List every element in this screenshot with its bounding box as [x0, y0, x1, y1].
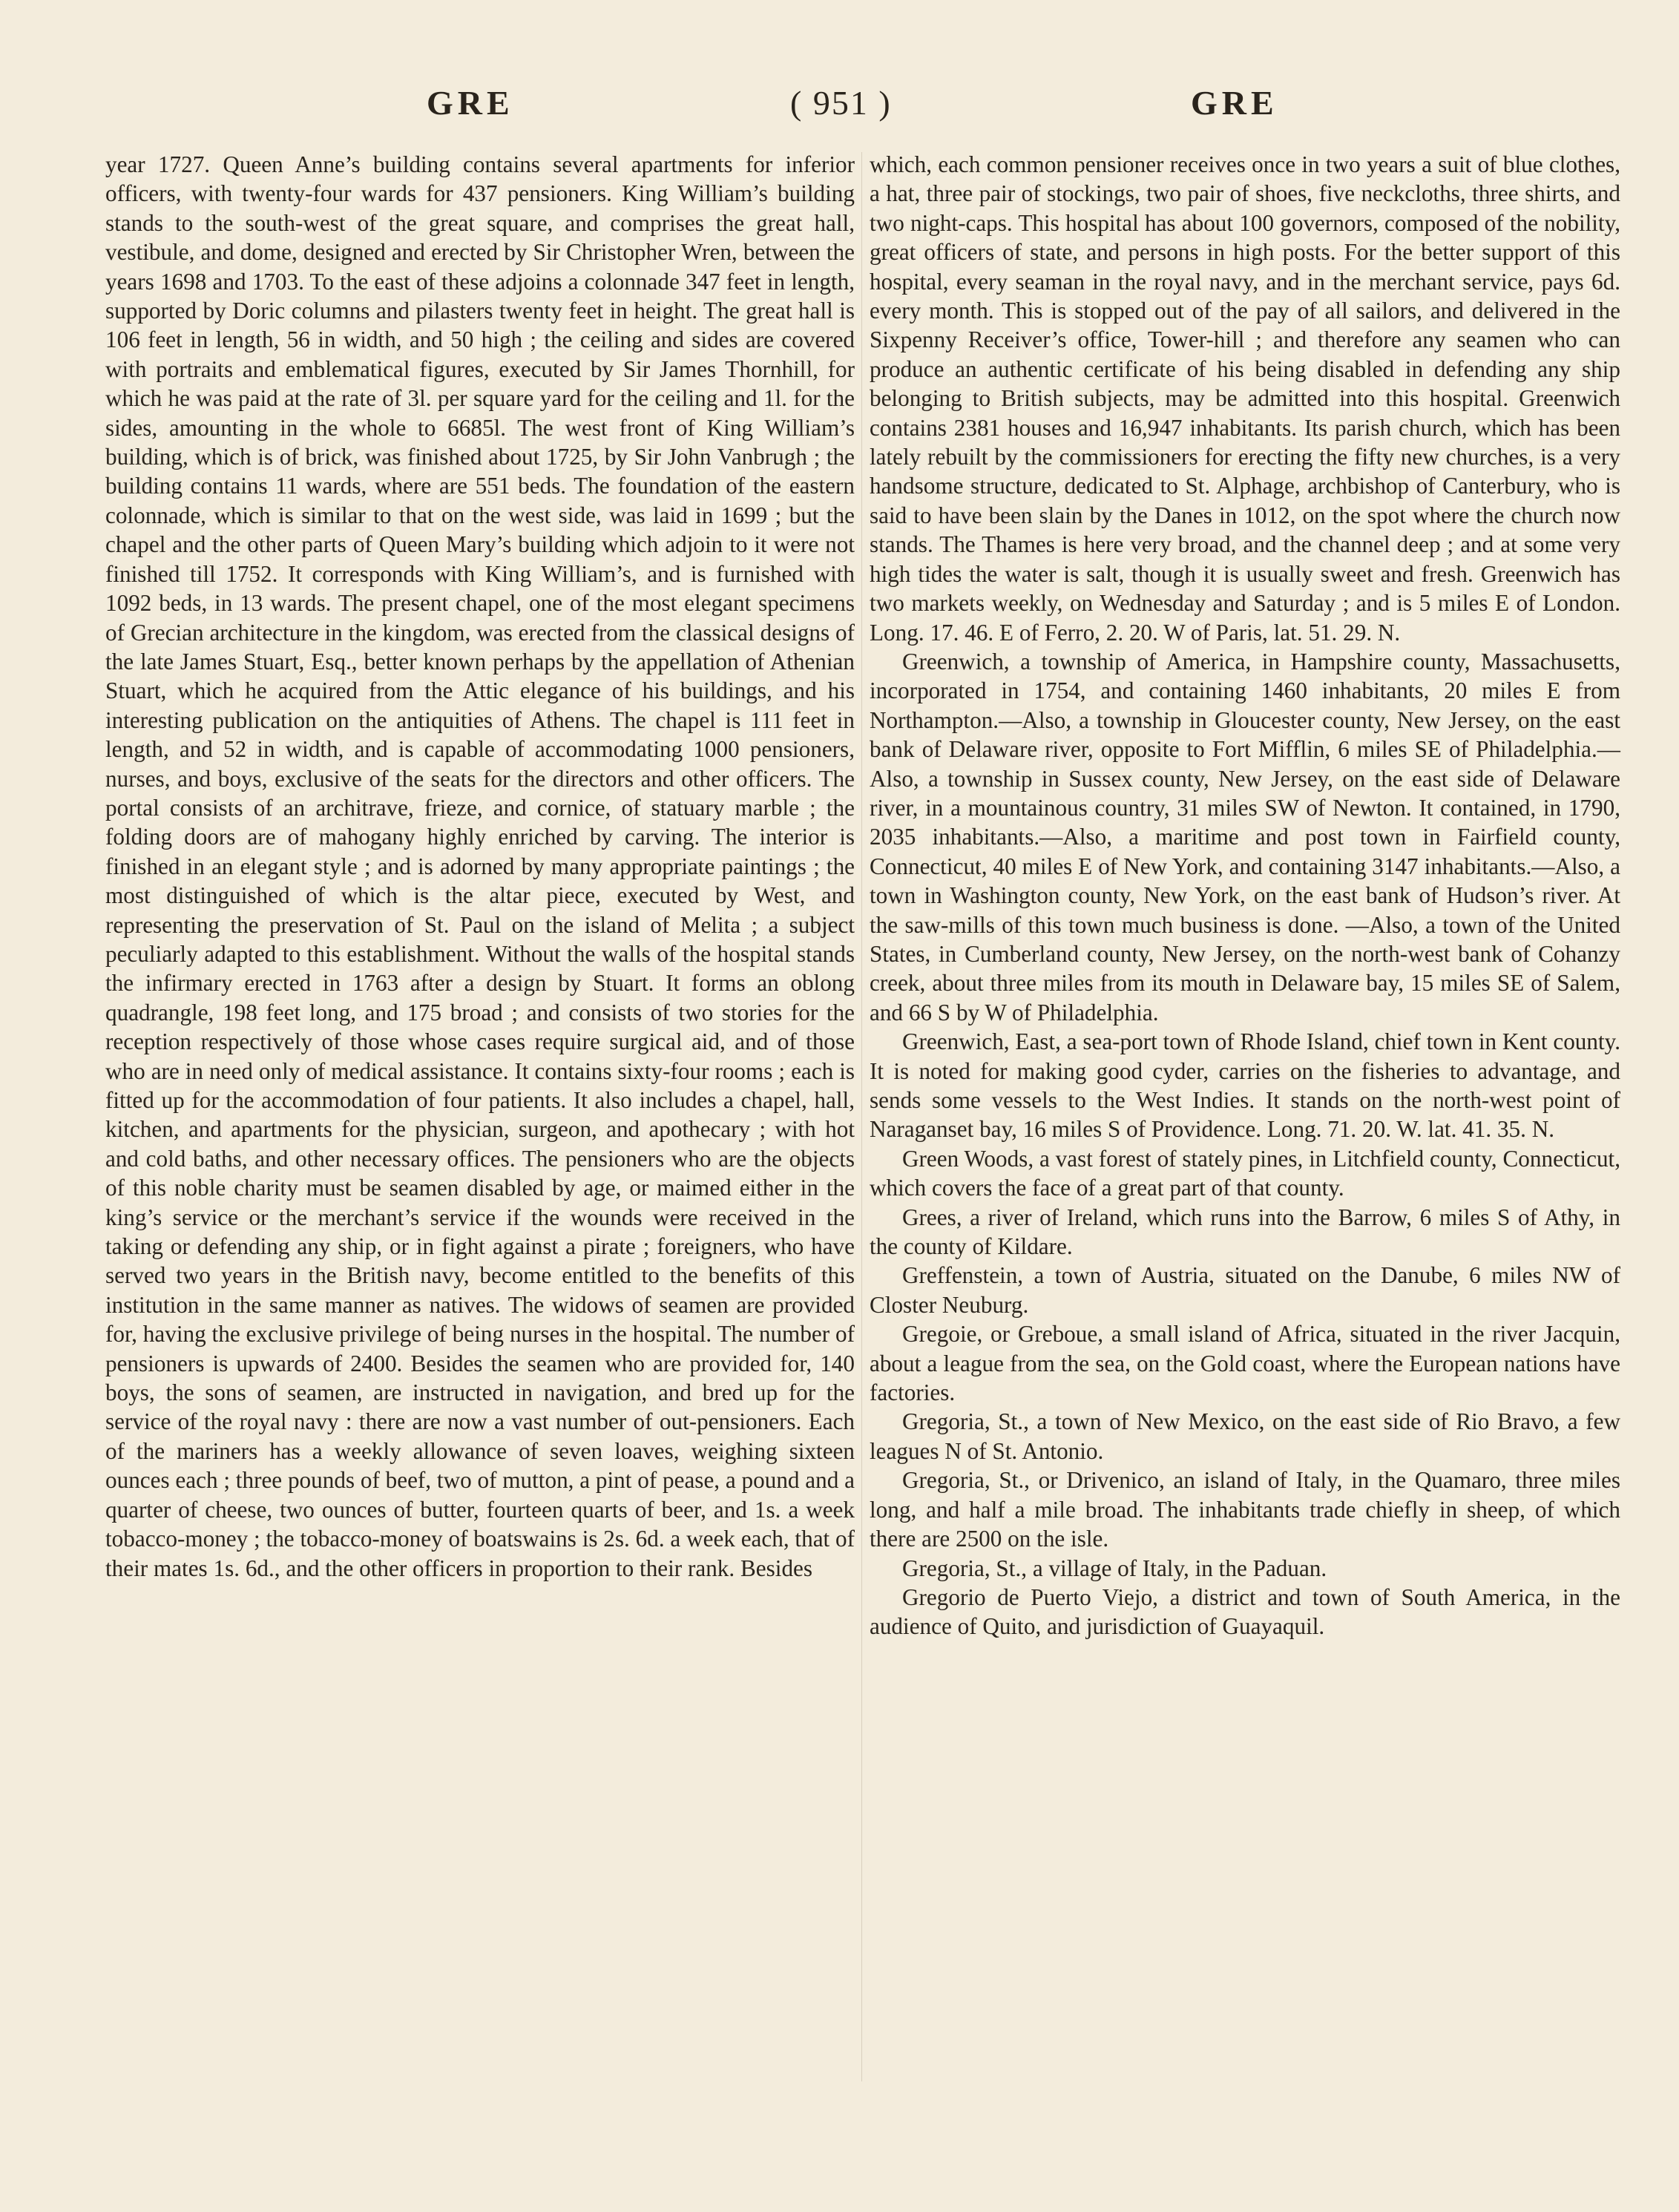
- running-header: [0, 83, 1679, 135]
- page-number: ( 951 ): [790, 84, 892, 122]
- entry-green-woods: Green Woods, a vast forest of stately pines, in Litchfield county, Connecticut, which covers the face of a great part of that county.: [870, 1145, 1620, 1201]
- left-column: [105, 150, 855, 1583]
- entry-greenwich-east: Greenwich, East, a sea-port town of Rhode Island, chief town in Kent county. It is noted for making good cyder, carries on the fisheries to advantage, and sends some vessels to the West Indies. It stands on the north-west point of Naraganset bay, 16 miles S of Providence. Long. 71. 20. W. lat. 41. 35. N.: [870, 1028, 1620, 1143]
- entry-gregoria-mexico: Gregoria, St., a town of New Mexico, on the east side of Rio Bravo, a few leagues N of St. Antonio.: [870, 1408, 1620, 1464]
- entry-greffenstein: Greffenstein, a town of Austria, situated on the Danube, 6 miles NW of Closter Neuburg.: [870, 1262, 1620, 1318]
- right-column: [870, 150, 1620, 1641]
- column-divider: [861, 152, 862, 2081]
- entry-gregoie: Gregoie, or Greboue, a small island of Africa, situated in the river Jacquin, about a league from the sea, on the Gold coast, where the European nations have factories.: [870, 1321, 1620, 1406]
- entry-gregoria-paduan: Gregoria, St., a village of Italy, in the Paduan.: [902, 1555, 1327, 1581]
- entry-gregorio-de-puerto-viejo: Gregorio de Puerto Viejo, a district and town of South America, in the audience of Quito, and jurisdiction of Guayaquil.: [870, 1583, 1620, 1640]
- paragraph-continued: which, each common pensioner receives once in two years a suit of blue clothes, a hat, three pair of stockings, two pair of shoes, five neckcloths, three shirts, and two night-caps. This hospital has about 100 governors, composed of the nobility, great officers of state, and persons in high posts. For the better support of this hospital, every seaman in the royal navy, and in the merchant service, pays 6d. every month. This is stopped out of the pay of all sailors, and delivered in the Sixpenny Receiver’s office, Tower-hill ; and therefore any seamen who can produce an authentic certificate of his being disabled in defending any ship belonging to British subjects, may be admitted into this hospital. Greenwich contains 2381 houses and 16,947 inhabitants. Its parish church, which has been lately rebuilt by the commissioners for erecting the fifty new churches, is a very handsome structure, dedicated to St. Alphage, archbishop of Canterbury, who is said to have been slain by the Danes in 1012, on the spot where the church now stands. The Thames is here very broad, and the channel deep ; and at some very high tides the water is salt, though it is usually sweet and fresh. Greenwich has two markets weekly, on Wednesday and Saturday ; and is 5 miles E of London. Long. 17. 46. E of Ferro, 2. 20. W of Paris, lat. 51. 29. N.: [870, 151, 1620, 646]
- paragraph-continued: year 1727. Queen Anne’s building contains several apartments for inferior officers, with twenty-four wards for 437 pensioners. King William’s building stands to the south-west of the great square, and comprises the great hall, vestibule, and dome, designed and erected by Sir Christopher Wren, between the years 1698 and 1703. To the east of these adjoins a colonnade 347 feet in length, supported by Doric columns and pilasters twenty feet in height. The great hall is 106 feet in length, 56 in width, and 50 high ; the ceiling and sides are covered with portraits and emblematical figures, executed by Sir James Thornhill, for which he was paid at the rate of 3l. per square yard for the ceiling and 1l. for the sides, amounting in the whole to 6685l. The west front of King William’s building, which is of brick, was finished about 1725, by Sir John Vanbrugh ; the building contains 11 wards, where are 551 beds. The foundation of the eastern colonnade, which is similar to that on the west side, was laid in 1699 ; but the chapel and the other parts of Queen Mary’s building which adjoin to it were not finished till 1752. It corresponds with King William’s, and is furnished with 1092 beds, in 13 wards. The present chapel, one of the most elegant specimens of Grecian architecture in the kingdom, was erected from the classical designs of the late James Stuart, Esq., better known perhaps by the appellation of Athenian Stuart, which he acquired from the Attic elegance of his buildings, and his interesting publication on the antiquities of Athens. The chapel is 111 feet in length, and 52 in width, and is capable of accommodating 1000 pensioners, nurses, and boys, exclusive of the seats for the directors and other officers. The portal consists of an architrave, frieze, and cornice, of statuary marble ; the folding doors are of mahogany highly enriched by carving. The interior is finished in an elegant style ; and is adorned by many appropriate paintings ; the most distinguished of which is the altar piece, executed by West, and representing the preservation of St. Paul on the island of Melita ; a subject peculiarly adapted to this establishment. Without the walls of the hospital stands the infirmary erected in 1763 after a design by Stuart. It forms an oblong quadrangle, 198 feet long, and 175 broad ; and consists of two stories for the reception respectively of those whose cases require surgical aid, and of those who are in need only of medical assistance. It contains sixty-four rooms ; each is fitted up for the accommodation of four patients. It also includes a chapel, hall, kitchen, and apartments for the physician, surgeon, and apothecary ; with hot and cold baths, and other necessary offices. The pensioners who are the objects of this noble charity must be seamen disabled by age, or maimed either in the king’s service or the merchant’s service if the wounds were received in the taking or defending any ship, or in fight against a pirate ; foreigners, who have served two years in the British navy, become entitled to the benefits of this institution in the same manner as natives. The widows of seamen are provided for, having the exclusive privilege of being nurses in the hospital. The number of pensioners is upwards of 2400. Besides the seamen who are provided for, 140 boys, the sons of seamen, are instructed in navigation, and bred up for the service of the royal navy : there are now a vast number of out-pensioners. Each of the mariners has a weekly allowance of seven loaves, weighing sixteen ounces each ; three pounds of beef, two of mutton, a pint of pease, a pound and a quarter of cheese, two ounces of butter, fourteen quarts of beer, and 1s. a week tobacco-money ; the tobacco-money of boatswains is 2s. 6d. a week each, that of their mates 1s. 6d., and the other officers in proportion to their rank. Besides: [105, 151, 855, 1581]
- header-left-guide-word: GRE: [427, 84, 514, 122]
- entry-greenwich: Greenwich, a township of America, in Hampshire county, Massachusetts, incorporated in 1754, and containing 1460 inhabitants, 20 miles E from Northampton.—Also, a township in Gloucester county, New Jersey, on the east bank of Delaware river, opposite to Fort Mifflin, 6 miles SE of Philadelphia.—Also, a township in Sussex county, New Jersey, on the east side of Delaware river, in a mountainous country, 31 miles SW of Newton. It contained, in 1790, 2035 inhabitants.—Also, a maritime and post town in Fairfield county, Connecticut, 40 miles E of New York, and containing 3147 inhabitants.—Also, a town in Washington county, New York, on the east bank of Hudson’s river. At the saw-mills of this town much business is done. —Also, a town of the United States, in Cumberland county, New Jersey, on the north-west bank of Cohanzy creek, about three miles from its mouth in Delaware bay, 15 miles SE of Salem, and 66 S by W of Philadelphia.: [870, 648, 1620, 1025]
- header-right-guide-word: GRE: [1191, 84, 1278, 122]
- entry-grees: Grees, a river of Ireland, which runs into the Barrow, 6 miles S of Athy, in the county of Kildare.: [870, 1204, 1620, 1260]
- entry-gregoria-drivenico: Gregoria, St., or Drivenico, an island of Italy, in the Quamaro, three miles long, and half a mile broad. The inhabitants trade chiefly in sheep, of which there are 2500 on the isle.: [870, 1467, 1620, 1552]
